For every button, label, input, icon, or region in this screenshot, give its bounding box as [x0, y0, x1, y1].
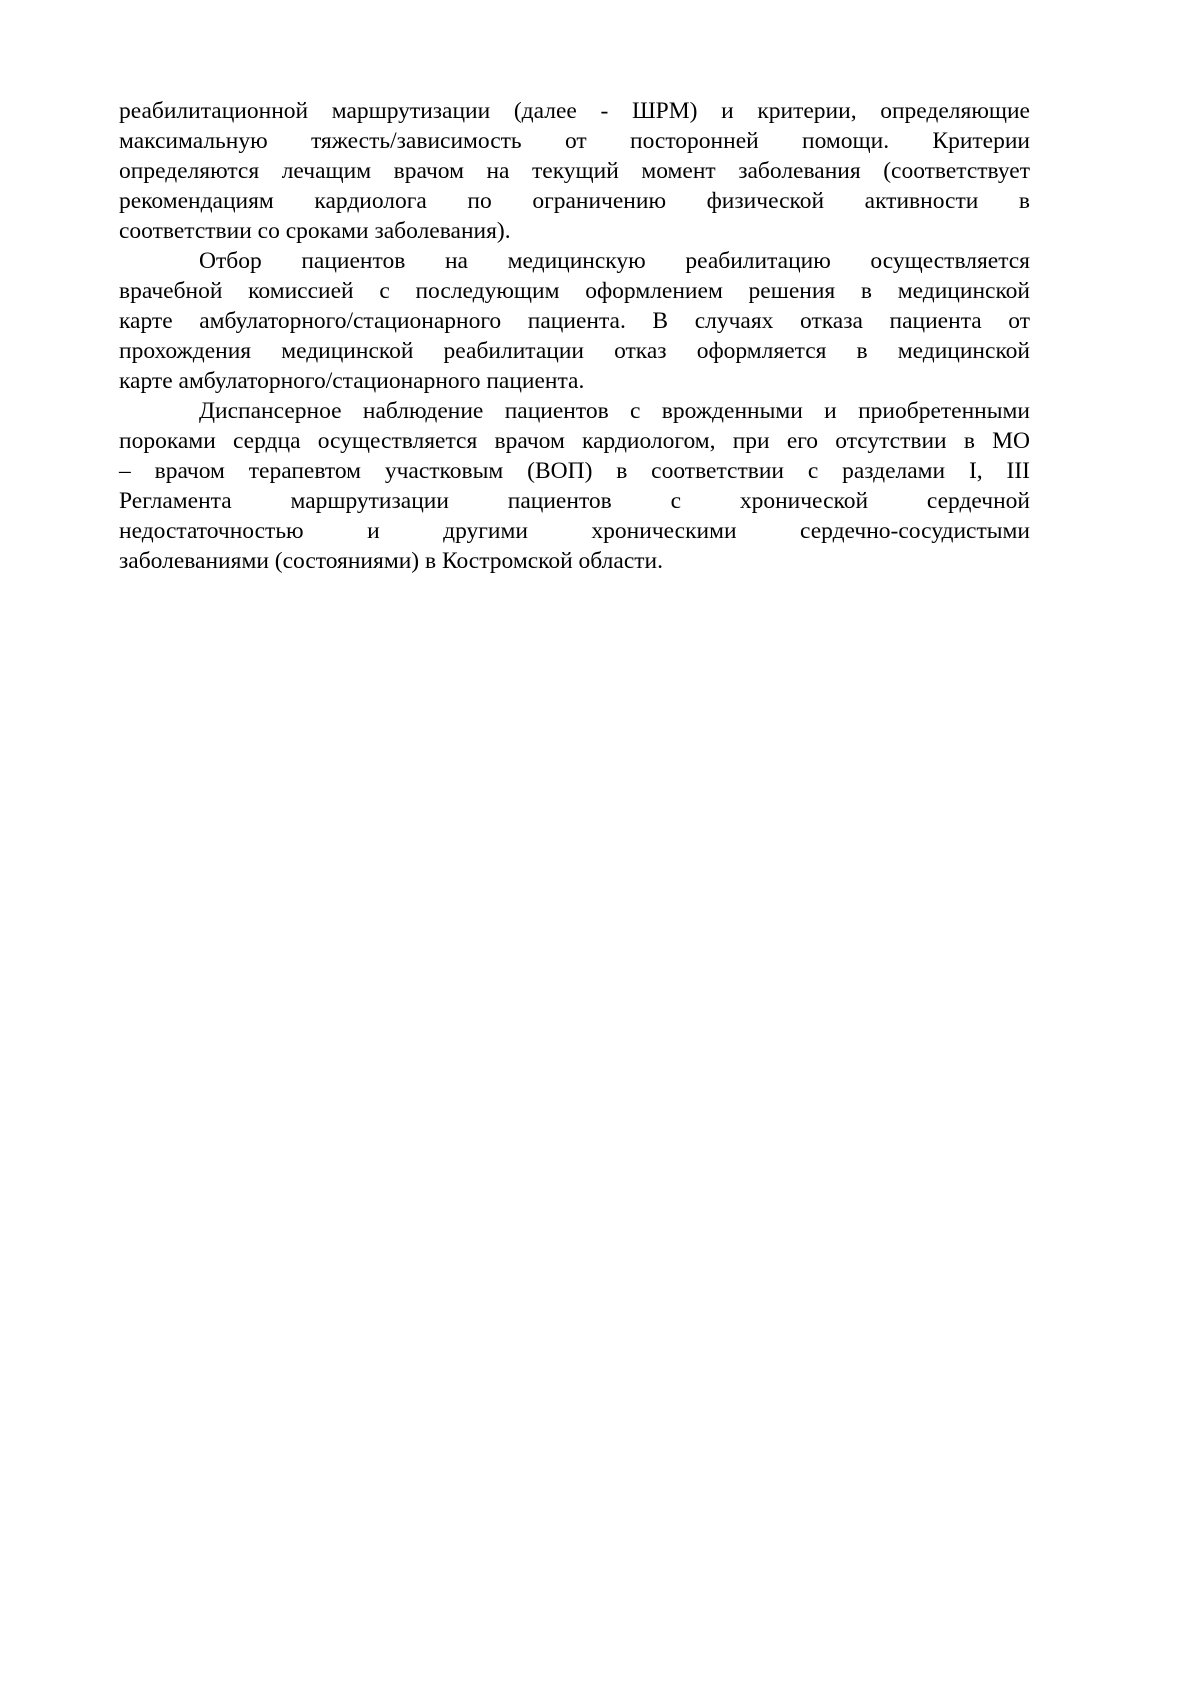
text-line: врачебной комиссией с последующим оформлением решения в медицинской: [119, 278, 1030, 304]
text-line: Отбор пациентов на медицинскую реабилитацию осуществляется: [199, 248, 1030, 274]
text-line: карте амбулаторного/стационарного пациента.: [119, 368, 585, 394]
document-page: [119, 96, 1030, 576]
text-line: прохождения медицинской реабилитации отказ оформляется в медицинской: [119, 338, 1030, 364]
text-line: карте амбулаторного/стационарного пациента. В случаях отказа пациента от: [119, 308, 1030, 334]
text-line: максимальную тяжесть/зависимость от посторонней помощи. Критерии: [119, 128, 1030, 154]
text-line: заболеваниями (состояниями) в Костромской области.: [119, 548, 663, 574]
text-line: определяются лечащим врачом на текущий момент заболевания (соответствует: [119, 158, 1030, 184]
text-line: недостаточностью и другими хроническими сердечно-сосудистыми: [119, 518, 1030, 544]
paragraph-patient-selection: [119, 246, 1030, 396]
text-line: Диспансерное наблюдение пациентов с врожденными и приобретенными: [199, 398, 1030, 424]
text-line: Регламента маршрутизации пациентов с хронической сердечной: [119, 488, 1030, 514]
text-line: соответствии со сроками заболевания).: [119, 218, 511, 244]
paragraph-dispensary-observation: [119, 396, 1030, 576]
text-line: пороками сердца осуществляется врачом кардиологом, при его отсутствии в МО: [119, 428, 1030, 454]
text-line: реабилитационной маршрутизации (далее - ШРМ) и критерии, определяющие: [119, 98, 1030, 124]
text-line: рекомендациям кардиолога по ограничению физической активности в: [119, 188, 1030, 214]
text-line: – врачом терапевтом участковым (ВОП) в соответствии с разделами I, III: [119, 458, 1030, 484]
paragraph-rehabilitation-criteria: [119, 96, 1030, 246]
